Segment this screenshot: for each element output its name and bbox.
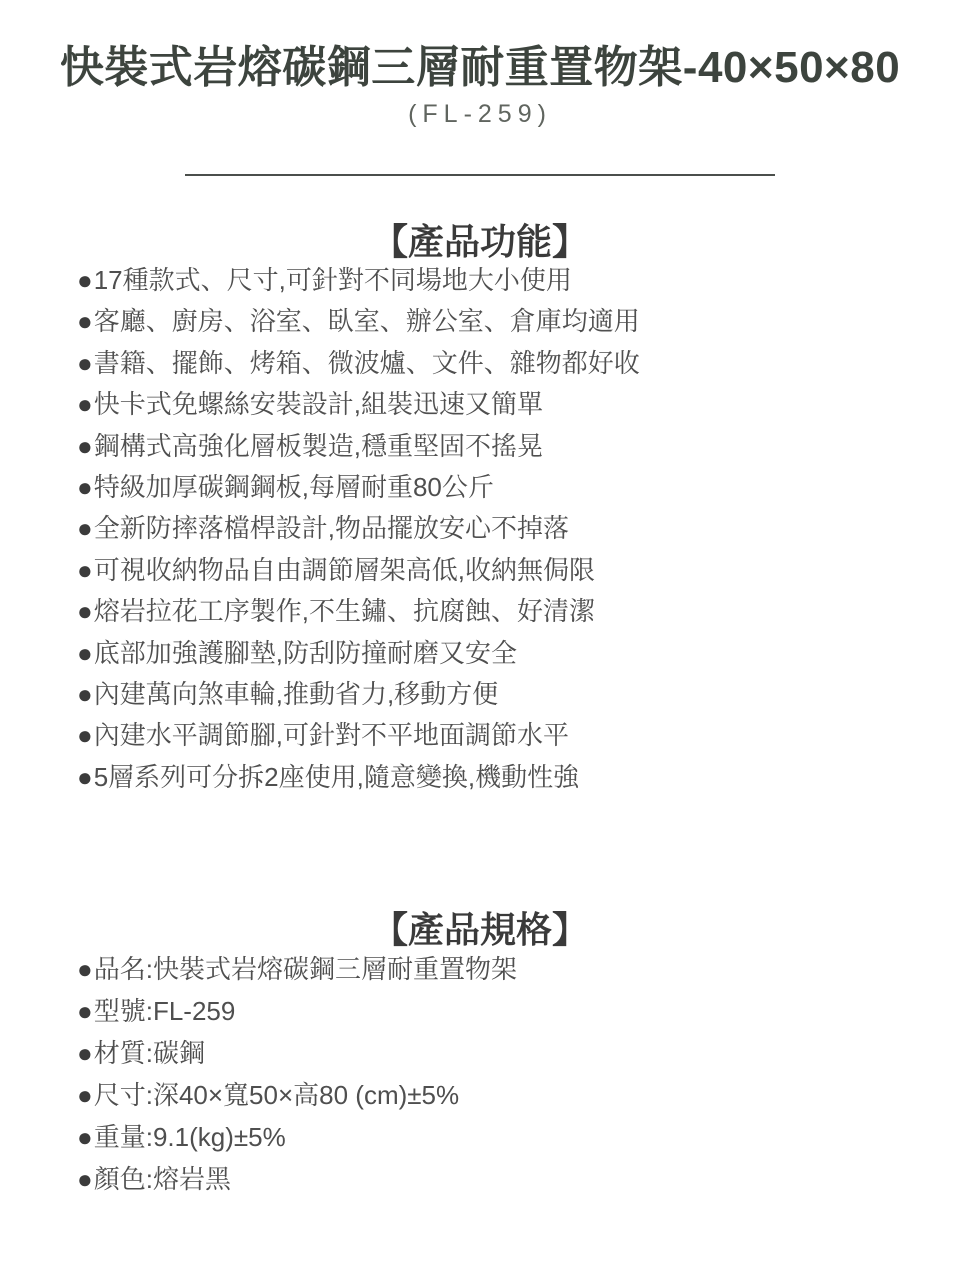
- bullet-icon: ●: [77, 637, 93, 668]
- features-list: [0, 260, 960, 798]
- spec-text: 尺寸:深40×寬50×高80 (cm)±5%: [93, 1080, 460, 1111]
- spec-text: 顏色:熔岩黑: [93, 1164, 231, 1195]
- feature-item: [77, 715, 940, 756]
- feature-item: [77, 301, 940, 342]
- bullet-icon: ●: [77, 954, 93, 985]
- bullet-icon: ●: [77, 306, 93, 337]
- bullet-icon: ●: [77, 679, 93, 710]
- bullet-icon: ●: [77, 347, 93, 378]
- feature-item: [77, 757, 940, 798]
- feature-item: [77, 674, 940, 715]
- feature-text: 熔岩拉花工序製作,不生鏽、抗腐蝕、好清潔: [93, 596, 595, 627]
- feature-item: [77, 384, 940, 425]
- feature-text: 內建萬向煞車輪,推動省力,移動方便: [93, 679, 499, 710]
- bullet-icon: ●: [77, 596, 93, 627]
- feature-text: 鋼構式高強化層板製造,穩重堅固不搖晃: [93, 430, 543, 461]
- spec-item: [77, 990, 940, 1032]
- spec-item: [77, 1158, 940, 1200]
- feature-item: [77, 426, 940, 467]
- bullet-icon: ●: [77, 1164, 93, 1195]
- feature-text: 特級加厚碳鋼鋼板,每層耐重80公斤: [93, 472, 494, 503]
- bullet-icon: ●: [77, 1038, 93, 1069]
- spec-text: 重量:9.1(kg)±5%: [93, 1122, 286, 1153]
- feature-text: 5層系列可分拆2座使用,隨意變換,機動性強: [93, 761, 580, 792]
- page-title: 快裝式岩熔碳鋼三層耐重置物架-40×50×80: [59, 43, 901, 92]
- bullet-icon: ●: [77, 430, 93, 461]
- feature-text: 書籍、擺飾、烤箱、微波爐、文件、雜物都好收: [93, 347, 640, 378]
- feature-item: [77, 508, 940, 549]
- feature-item: [77, 343, 940, 384]
- bullet-icon: ●: [77, 720, 93, 751]
- spec-item: [77, 1074, 940, 1116]
- spec-item: [77, 1116, 940, 1158]
- spec-text: 型號:FL-259: [93, 996, 236, 1027]
- bullet-icon: ●: [77, 265, 93, 295]
- feature-text: 快卡式免螺絲安裝設計,組裝迅速又簡單: [93, 389, 543, 420]
- specs-section-heading: 【產品規格】: [371, 909, 588, 951]
- bullet-icon: ●: [77, 1080, 93, 1111]
- bullet-icon: ●: [77, 996, 93, 1027]
- product-model-code: (FL-259): [408, 100, 552, 128]
- bullet-icon: ●: [77, 513, 93, 544]
- bullet-icon: ●: [77, 761, 93, 792]
- specs-list: [0, 948, 960, 1200]
- feature-item: [77, 467, 940, 508]
- feature-item: [77, 550, 940, 591]
- feature-item: [77, 260, 940, 301]
- spec-text: 材質:碳鋼: [93, 1038, 205, 1069]
- divider: [185, 174, 775, 176]
- feature-text: 客廳、廚房、浴室、臥室、辦公室、倉庫均適用: [93, 306, 640, 337]
- feature-item: [77, 633, 940, 674]
- spec-text: 品名:快裝式岩熔碳鋼三層耐重置物架: [93, 954, 517, 985]
- bullet-icon: ●: [77, 554, 93, 585]
- features-section-heading: 【產品功能】: [371, 221, 588, 262]
- feature-text: 可視收納物品自由調節層架高低,收納無侷限: [93, 554, 595, 585]
- bullet-icon: ●: [77, 389, 93, 420]
- feature-text: 內建水平調節腳,可針對不平地面調節水平: [93, 720, 569, 751]
- feature-item: [77, 591, 940, 632]
- bullet-icon: ●: [77, 472, 93, 503]
- bullet-icon: ●: [77, 1122, 93, 1153]
- spec-item: [77, 1032, 940, 1074]
- feature-text: 17種款式、尺寸,可針對不同場地大小使用: [93, 265, 572, 295]
- spec-item: [77, 948, 940, 990]
- feature-text: 全新防摔落檔桿設計,物品擺放安心不掉落: [93, 513, 569, 544]
- feature-text: 底部加強護腳墊,防刮防撞耐磨又安全: [93, 637, 517, 668]
